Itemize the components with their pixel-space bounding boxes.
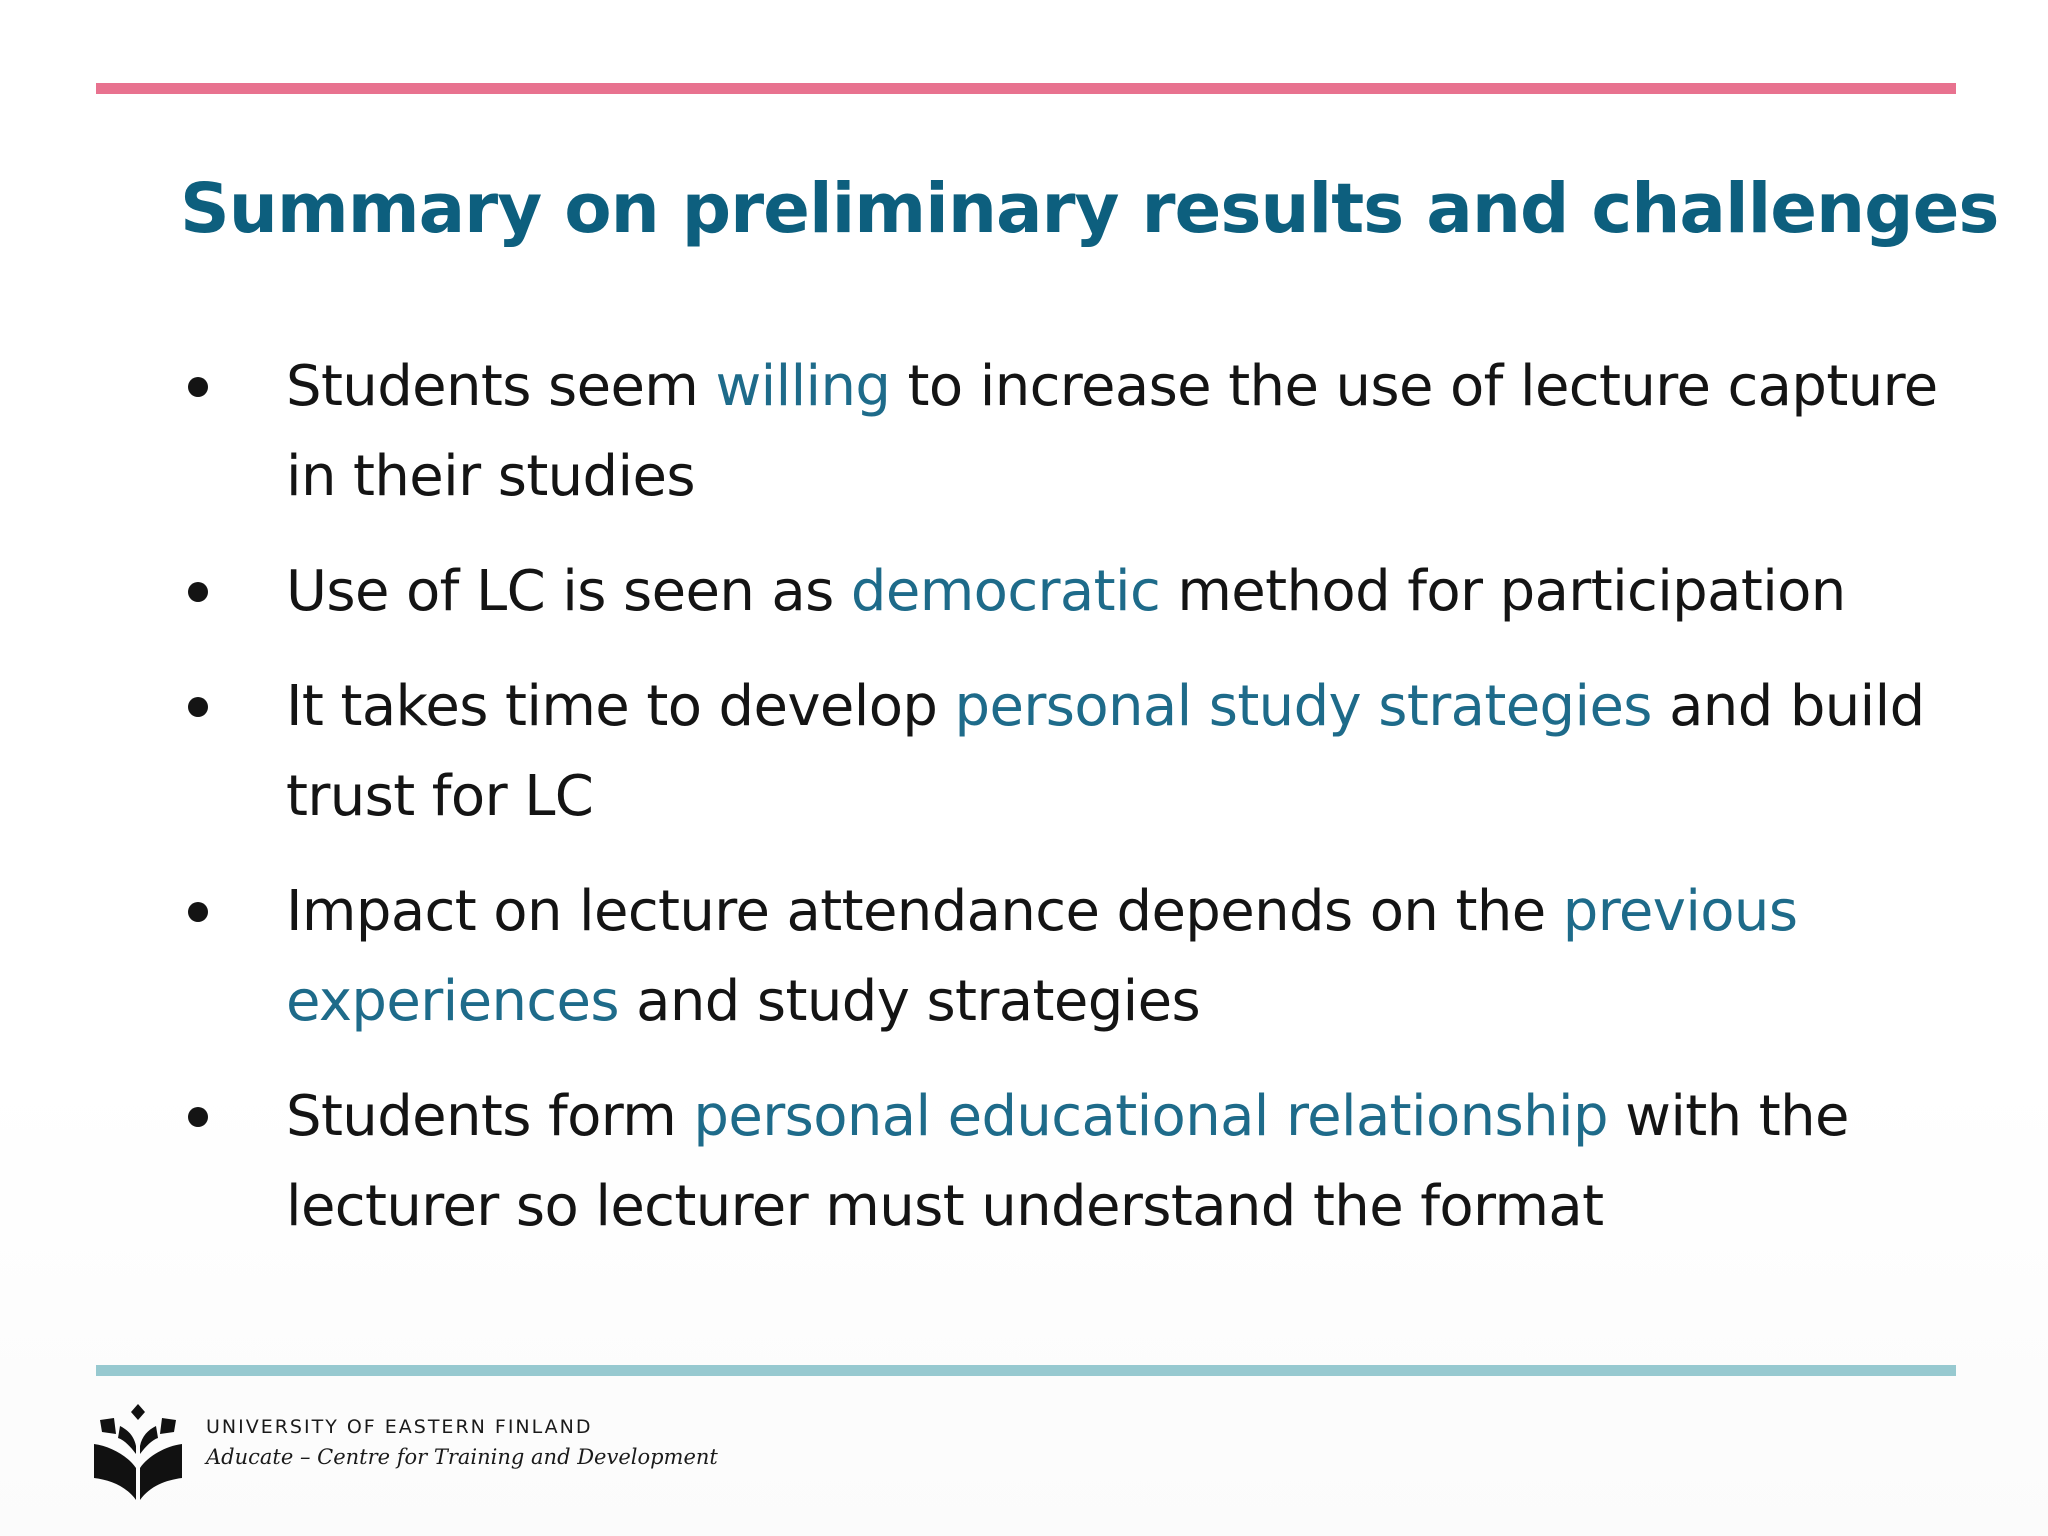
bullet-item <box>180 547 1970 637</box>
bullet-text: Use of LC is seen as <box>286 559 851 624</box>
bullet-dot-icon <box>188 377 208 397</box>
top-divider <box>96 83 1956 94</box>
footer-university-name: UNIVERSITY OF EASTERN FINLAND <box>206 1416 593 1438</box>
bullet-text: It takes time to develop <box>286 674 955 739</box>
bullet-item <box>180 1072 1970 1252</box>
slide-title: Summary on preliminary results and challenges <box>180 169 1999 249</box>
bullet-item <box>180 867 1970 1047</box>
bullet-item <box>180 662 1970 842</box>
bullet-dot-icon <box>188 1107 208 1127</box>
bullet-text: and study strategies <box>618 969 1201 1034</box>
bullet-dot-icon <box>188 902 208 922</box>
bullet-dot-icon <box>188 582 208 602</box>
bullet-text: Students seem <box>286 354 716 419</box>
highlighted-phrase: personal study strategies <box>954 674 1652 739</box>
footer-unit-name: Aducate – Centre for Training and Development <box>206 1445 718 1469</box>
bullet-text: to increase the use of lecture capture in their studies <box>286 354 1938 509</box>
highlighted-phrase: willing <box>715 354 891 419</box>
bullet-list <box>180 342 1970 1277</box>
bullet-item <box>180 342 1970 522</box>
bullet-text: method for participation <box>1160 559 1846 624</box>
highlighted-phrase: personal educational relationship <box>693 1084 1608 1149</box>
bullet-text: Students form <box>286 1084 694 1149</box>
bullet-text: with the lecturer so lecturer must understand the format <box>286 1084 1849 1239</box>
highlighted-phrase: democratic <box>850 559 1161 624</box>
university-logo-icon <box>92 1402 184 1502</box>
bullet-dot-icon <box>188 697 208 717</box>
bullet-text: Impact on lecture attendance depends on the <box>286 879 1563 944</box>
highlighted-phrase: previous experiences <box>286 879 1798 1034</box>
bullet-text: and build trust for LC <box>286 674 1925 829</box>
bottom-divider <box>96 1365 1956 1376</box>
